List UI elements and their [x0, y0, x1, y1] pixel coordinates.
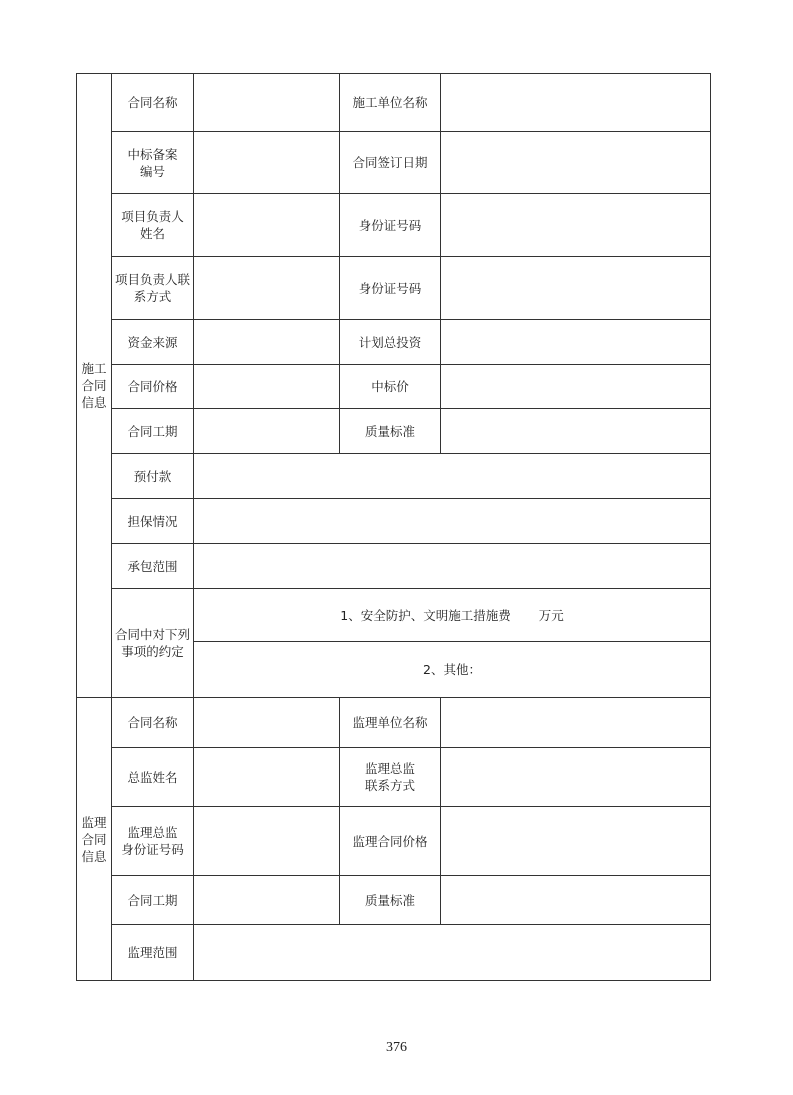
field-duration[interactable] [194, 409, 340, 454]
field-contract-name[interactable] [194, 74, 340, 132]
label-duration: 合同工期 [112, 409, 194, 454]
field-fund-source[interactable] [194, 320, 340, 365]
label-chief-id: 监理总监 身份证号码 [112, 807, 194, 876]
label-bid-record-no: 中标备案 编号 [112, 132, 194, 194]
field-chief-id[interactable] [194, 807, 340, 876]
agreement-item-1-text: 1、安全防护、文明施工措施费 [340, 607, 511, 623]
field-pm-name[interactable] [194, 194, 340, 257]
label-chief-name: 总监姓名 [112, 748, 194, 807]
field-builder-name[interactable] [441, 74, 711, 132]
field-guarantee[interactable] [194, 499, 711, 544]
label-pm-name: 项目负责人 姓名 [112, 194, 194, 257]
agreement-item-2-text: 2、其他： [423, 662, 481, 677]
field-sup-contract-name[interactable] [194, 698, 340, 748]
field-sup-unit-name[interactable] [441, 698, 711, 748]
label-agreement: 合同中对下列 事项的约定 [112, 589, 194, 698]
label-pm-contact: 项目负责人联 系方式 [112, 257, 194, 320]
field-scope[interactable] [194, 544, 711, 589]
field-sign-date[interactable] [441, 132, 711, 194]
label-id-no-1: 身份证号码 [340, 194, 441, 257]
field-sup-scope[interactable] [194, 925, 711, 981]
label-sup-quality: 质量标准 [340, 876, 441, 925]
supervision-section-label: 监理 合同 信息 [77, 698, 112, 981]
label-sup-scope: 监理范围 [112, 925, 194, 981]
label-sup-duration: 合同工期 [112, 876, 194, 925]
field-id-no-2[interactable] [441, 257, 711, 320]
label-guarantee: 担保情况 [112, 499, 194, 544]
agreement-item-1[interactable] [194, 589, 711, 642]
label-bid-price: 中标价 [340, 365, 441, 409]
field-bid-price[interactable] [441, 365, 711, 409]
field-pm-contact[interactable] [194, 257, 340, 320]
agreement-item-1-unit: 万元 [538, 607, 564, 623]
field-contract-price[interactable] [194, 365, 340, 409]
page-number: 376 [386, 1040, 407, 1055]
field-chief-name[interactable] [194, 748, 340, 807]
label-sup-unit-name: 监理单位名称 [340, 698, 441, 748]
label-id-no-2: 身份证号码 [340, 257, 441, 320]
label-sup-price: 监理合同价格 [340, 807, 441, 876]
label-scope: 承包范围 [112, 544, 194, 589]
field-sup-price[interactable] [441, 807, 711, 876]
field-id-no-1[interactable] [441, 194, 711, 257]
field-quality[interactable] [441, 409, 711, 454]
label-advance: 预付款 [112, 454, 194, 499]
label-chief-contact: 监理总监 联系方式 [340, 748, 441, 807]
construction-section-label: 施工 合同 信息 [77, 74, 112, 698]
contract-info-table [76, 73, 711, 981]
label-sign-date: 合同签订日期 [340, 132, 441, 194]
label-plan-invest: 计划总投资 [340, 320, 441, 365]
field-advance[interactable] [194, 454, 711, 499]
label-sup-contract-name: 合同名称 [112, 698, 194, 748]
field-bid-record-no[interactable] [194, 132, 340, 194]
label-contract-name: 合同名称 [112, 74, 194, 132]
label-fund-source: 资金来源 [112, 320, 194, 365]
label-quality: 质量标准 [340, 409, 441, 454]
field-chief-contact[interactable] [441, 748, 711, 807]
agreement-item-2[interactable] [194, 642, 711, 698]
label-contract-price: 合同价格 [112, 365, 194, 409]
field-sup-duration[interactable] [194, 876, 340, 925]
label-builder-name: 施工单位名称 [340, 74, 441, 132]
field-plan-invest[interactable] [441, 320, 711, 365]
field-sup-quality[interactable] [441, 876, 711, 925]
